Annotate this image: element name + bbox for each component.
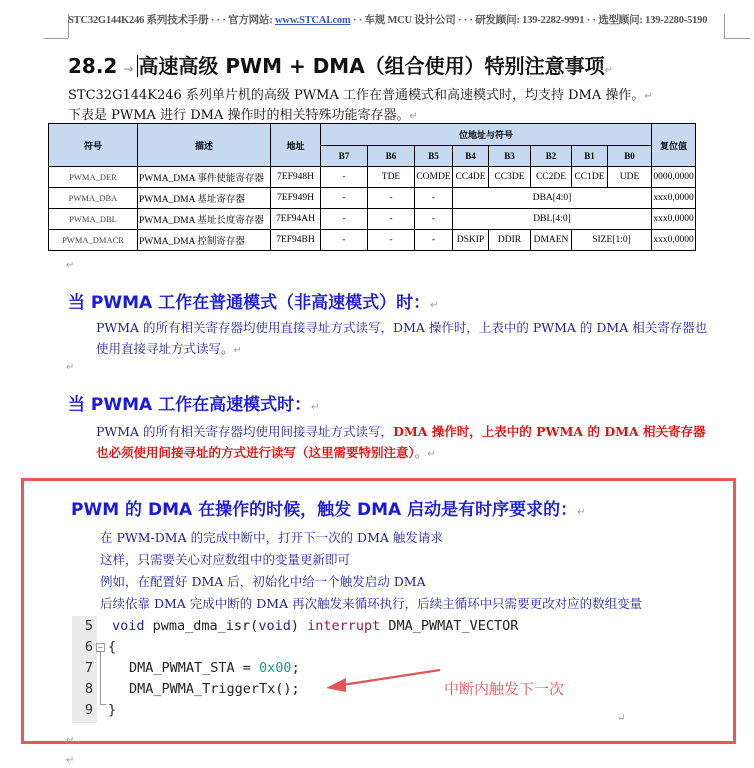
code-line-9: }	[108, 702, 117, 718]
header-site-label: 官方网站:	[228, 15, 273, 26]
section-number: 28.2	[68, 54, 118, 78]
code-line-8: DMA_PWMA_TriggerTx();	[129, 681, 300, 697]
code-line-5: void pwma_dma_isr(void) interrupt DMA_PWMAT_VECTOR	[112, 618, 519, 634]
cell-b3: CC3DE	[489, 167, 531, 188]
cell-b0: UDE	[608, 167, 652, 188]
intro-line-2: 下表是 PWMA 进行 DMA 操作时的相关特殊功能寄存器。↵	[68, 108, 418, 123]
paragraph-mark-icon: ↵	[409, 111, 418, 122]
cell-b7: -	[321, 230, 368, 251]
cell-b6: TDE	[368, 167, 415, 188]
cell-b4: CC4DE	[453, 167, 489, 188]
paragraph-mark-icon: ↵	[577, 507, 586, 518]
cell-description: PWMA_DMA 事件使能寄存器	[138, 167, 271, 188]
header-description: 描述	[138, 124, 271, 167]
paragraph-mark-icon: ↵	[617, 713, 626, 724]
callout-line: 后续依靠 DMA 完成中断的 DMA 再次触发来循环执行，后续主循环中只需要更改对应的数组变量	[100, 596, 643, 611]
header-b5: B5	[415, 146, 453, 167]
cell-b2: CC2DE	[531, 167, 572, 188]
tab-arrow-icon: →	[123, 62, 134, 76]
cell-b4-b0: DBL[4:0]	[453, 209, 652, 230]
table-row	[49, 230, 696, 251]
annotation-text: 中断内触发下一次	[444, 680, 565, 698]
page-corner-mark	[724, 14, 725, 38]
cell-reset: xxx0,0000	[652, 188, 696, 209]
cell-symbol: PWMA_DER	[49, 167, 138, 188]
paragraph-mark-icon: ↵	[604, 65, 614, 76]
cell-address: 7EF94AH	[271, 209, 321, 230]
cell-b1-b0: SIZE[1:0]	[572, 230, 652, 251]
cell-b5: -	[415, 209, 453, 230]
cell-b4: DSKIP	[453, 230, 489, 251]
annotation-arrow-icon	[324, 666, 444, 696]
header-sel-label: 选型顾问:	[598, 15, 643, 26]
header-sel-phone: 139-2280-5190	[645, 15, 708, 26]
callout-box	[21, 478, 736, 744]
cell-reset: xxx0,0000	[652, 209, 696, 230]
fold-collapse-icon[interactable]: −	[96, 643, 105, 652]
cell-description: PWMA_DMA 基址寄存器	[138, 188, 271, 209]
header-b4: B4	[453, 146, 489, 167]
cell-address: 7EF949H	[271, 188, 321, 209]
cell-description: PWMA_DMA 基址长度寄存器	[138, 209, 271, 230]
header-symbol: 符号	[49, 124, 138, 167]
header-b2: B2	[531, 146, 572, 167]
header-rd-label: 研发顾问:	[475, 15, 520, 26]
table-row	[49, 188, 696, 209]
code-line-7: DMA_PWMAT_STA = 0x00;	[129, 660, 300, 676]
paragraph-mark-icon: ↵	[66, 362, 75, 373]
page-header: STC32G144K246 系列技术手册 · · · 官方网站: www.STCAI.com · · 车规 MCU 设计公司 · · · 研发顾问: 139-2282-9991 · · 选型顾问: 139-2280-5190	[68, 15, 708, 26]
cell-reset: 0000,0000	[652, 167, 696, 188]
cell-b7: -	[321, 209, 368, 230]
paragraph-mark-icon: ↵	[311, 402, 320, 413]
header-reset: 复位值	[652, 124, 696, 167]
emphasis-text: DMA 操作时，上表中的 PWMA 的 DMA 相关寄存器也必须使用间接寻址的方式进行读写（这里需要特别注意）	[96, 424, 706, 460]
header-company: 车规 MCU 设计公司	[364, 15, 456, 26]
code-line-6: {	[108, 639, 117, 655]
cell-b4-b0: DBA[4:0]	[453, 188, 652, 209]
cell-b6: -	[368, 230, 415, 251]
line-number: 8	[84, 681, 93, 697]
cell-address: 7EF948H	[271, 167, 321, 188]
callout-heading: PWM 的 DMA 在操作的时候，触发 DMA 启动是有时序要求的：↵	[71, 500, 586, 520]
cell-symbol: PWMA_DBL	[49, 209, 138, 230]
cell-b5: -	[415, 188, 453, 209]
register-table	[48, 123, 696, 251]
page-corner-mark	[44, 38, 68, 39]
header-bits-group: 位地址与符号	[321, 124, 652, 146]
paragraph-mark-icon: ↵	[644, 91, 653, 102]
cell-b7: -	[321, 167, 368, 188]
cell-b1: CC1DE	[572, 167, 608, 188]
cell-b3: DDIR	[489, 230, 531, 251]
page-corner-mark	[724, 38, 750, 39]
cell-b6: -	[368, 209, 415, 230]
header-rd-phone: 139-2282-9991	[522, 15, 585, 26]
normal-mode-text: PWMA 的所有相关寄存器均使用直接寻址方式读写，DMA 操作时，上表中的 PWMA 的 DMA 相关寄存器也使用直接寻址方式读写。↵	[96, 320, 708, 356]
callout-line: 在 PWM-DMA 的完成中断中，打开下一次的 DMA 触发请求	[100, 530, 443, 545]
code-snippet	[72, 616, 572, 723]
normal-mode-heading: 当 PWMA 工作在普通模式（非高速模式）时：↵	[68, 293, 439, 313]
cell-b7: -	[321, 188, 368, 209]
high-speed-text: PWMA 的所有相关寄存器均使用间接寻址方式读写，DMA 操作时，上表中的 PWMA 的 DMA 相关寄存器也必须使用间接寻址的方式进行读写（这里需要特别注意）。↵	[96, 424, 706, 460]
fold-guide	[100, 652, 101, 704]
callout-line: 例如，在配置好 DMA 后，初始化中给一个触发启动 DMA	[100, 574, 426, 589]
cell-symbol: PWMA_DMACR	[49, 230, 138, 251]
paragraph-mark-icon: ↵	[427, 449, 436, 460]
table-row	[49, 167, 696, 188]
header-b0: B0	[608, 146, 652, 167]
header-site-link[interactable]: www.STCAI.com	[274, 15, 351, 26]
callout-line: 这样，只需要关心对应数组中的变量更新即可	[100, 552, 351, 567]
high-speed-heading: 当 PWMA 工作在高速模式时：↵	[68, 395, 320, 415]
intro-line-1: STC32G144K246 系列单片机的高级 PWMA 工作在普通模式和高速模式时，均支持 DMA 操作。↵	[68, 88, 653, 103]
header-b7: B7	[321, 146, 368, 167]
cell-address: 7EF94BH	[271, 230, 321, 251]
cell-description: PWMA_DMA 控制寄存器	[138, 230, 271, 251]
cell-b6: -	[368, 188, 415, 209]
line-number: 5	[84, 618, 93, 634]
table-row	[49, 209, 696, 230]
line-number: 7	[84, 660, 93, 676]
header-b3: B3	[489, 146, 531, 167]
cell-reset: xxx0,0000	[652, 230, 696, 251]
header-address: 地址	[271, 124, 321, 167]
header-b1: B1	[572, 146, 608, 167]
header-b6: B6	[368, 146, 415, 167]
section-title-text: 高速高级 PWM + DMA（组合使用）特别注意事项	[138, 54, 605, 78]
line-number: 6	[84, 639, 93, 655]
paragraph-mark-icon: ↵	[66, 260, 75, 271]
header-product: STC32G144K246 系列技术手册	[68, 15, 209, 26]
paragraph-mark-icon: ↵	[66, 755, 75, 766]
cell-b2: DMAEN	[531, 230, 572, 251]
cell-symbol: PWMA_DBA	[49, 188, 138, 209]
paragraph-mark-icon: ↵	[233, 345, 242, 356]
callout-lines	[100, 527, 642, 615]
cell-b5: -	[415, 230, 453, 251]
section-title	[68, 50, 613, 79]
paragraph-mark-icon: ↵	[430, 300, 439, 311]
fold-guide-end	[100, 704, 106, 705]
cell-b5: COMDE	[415, 167, 453, 188]
line-number: 9	[84, 702, 93, 718]
paragraph-mark-icon: ↵	[66, 735, 75, 746]
